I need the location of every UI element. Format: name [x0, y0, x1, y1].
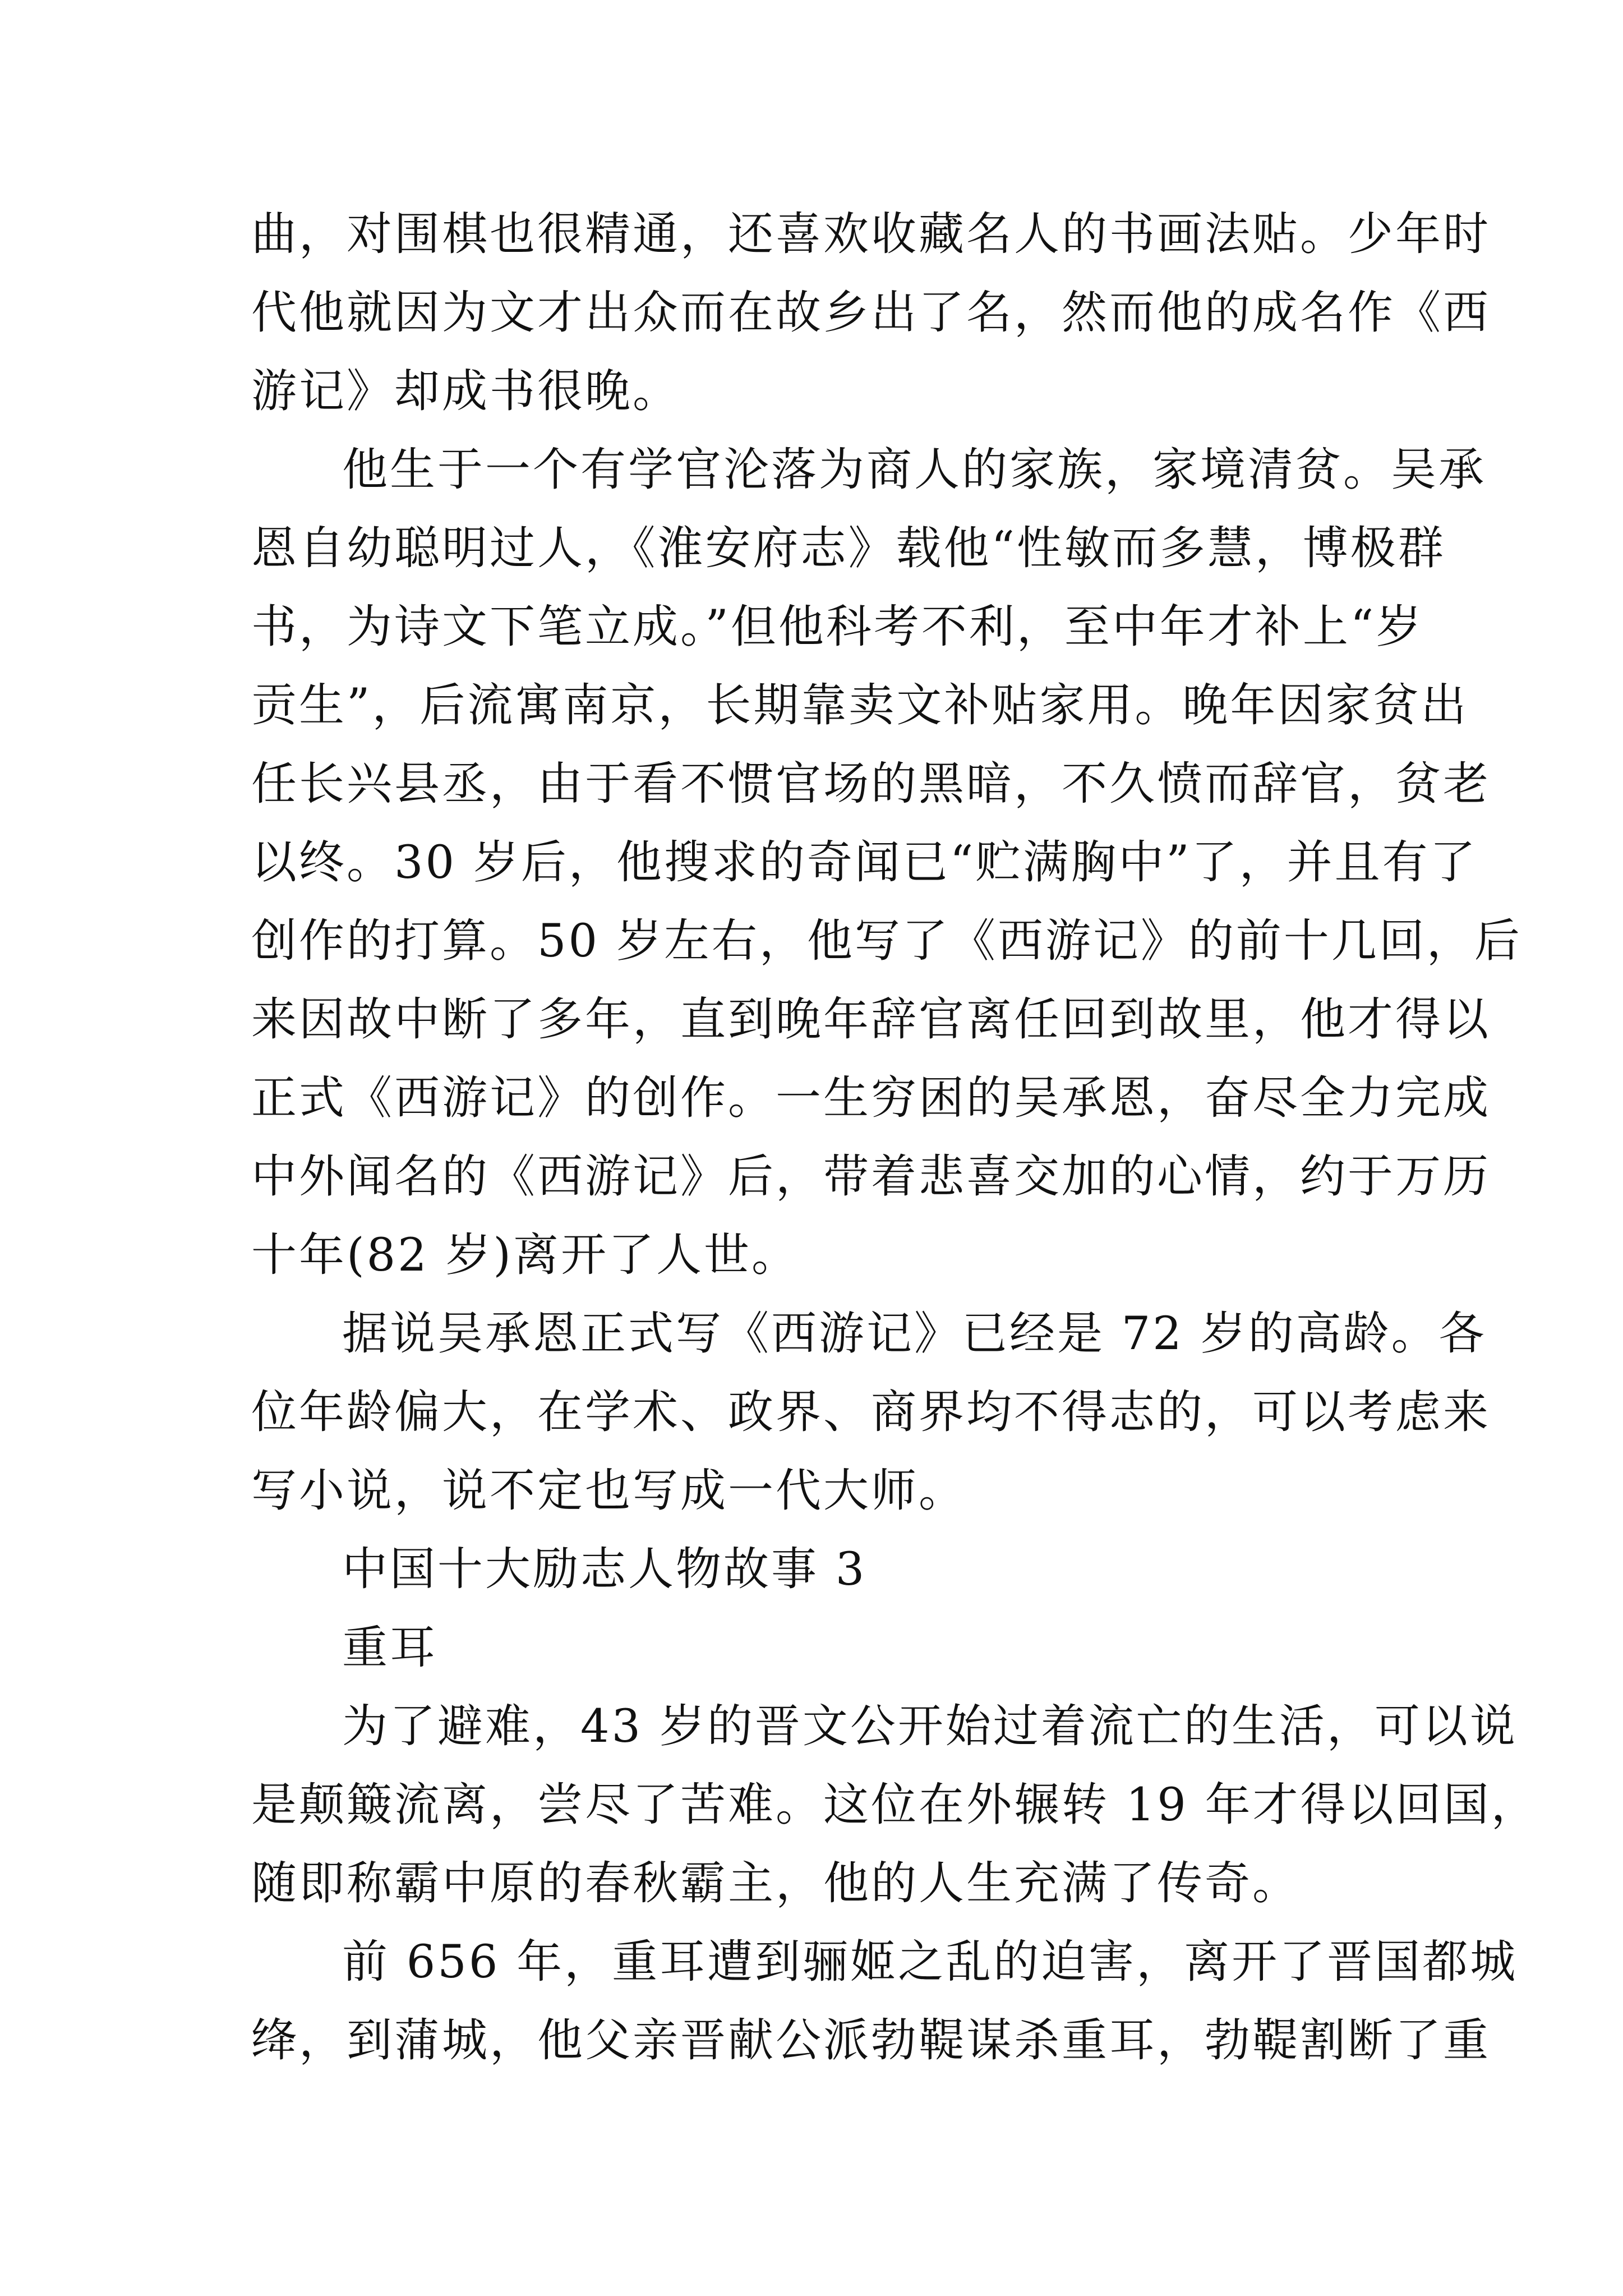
text-line: 代他就因为文才出众而在故乡出了名，然而他的成名作《西: [251, 287, 1491, 339]
text-line: 绛，到蒲城，他父亲晋献公派勃鞮谋杀重耳，勃鞮割断了重: [251, 2014, 1491, 2067]
text-line: 前 656 年，重耳遭到骊姬之乱的迫害，离开了晋国都城: [342, 1936, 1518, 1989]
text-line: 贡生”，后流寓南京，长期靠卖文补贴家用。晚年因家贫出: [251, 679, 1469, 732]
text-line: 正式《西游记》的创作。一生穷困的吴承恩，奋尽全力完成: [251, 1072, 1491, 1125]
text-line: 创作的打算。50 岁左右，他写了《西游记》的前十几回，后: [251, 915, 1522, 968]
text-line: 来因故中断了多年，直到晚年辞官离任回到故里，他才得以: [251, 993, 1491, 1046]
text-line: 以终。30 岁后，他搜求的奇闻已“贮满胸中”了，并且有了: [251, 836, 1478, 889]
text-line: 他生于一个有学官沦落为商人的家族，家境清贫。吴承: [342, 444, 1487, 496]
document-body: [251, 195, 1539, 2080]
text-line: 据说吴承恩正式写《西游记》已经是 72 岁的高龄。各: [342, 1308, 1487, 1360]
text-line: 随即称霸中原的春秋霸主，他的人生充满了传奇。: [251, 1857, 1301, 1910]
text-line: 十年(82 岁)离开了人世。: [251, 1229, 800, 1282]
text-line: 曲，对围棋也很精通，还喜欢收藏名人的书画法贴。少年时: [251, 208, 1491, 261]
text-line: 写小说，说不定也写成一代大师。: [251, 1465, 967, 1517]
text-line: 中国十大励志人物故事 3: [342, 1543, 867, 1596]
text-line: 中外闻名的《西游记》后，带着悲喜交加的心情，约于万历: [251, 1151, 1491, 1203]
text-line: 为了避难，43 岁的晋文公开始过着流亡的生活，可以说: [342, 1700, 1518, 1753]
text-line: 书，为诗文下笔立成。”但他科考不利，至中年才补上“岁: [251, 601, 1424, 654]
text-line: 恩自幼聪明过人，《淮安府志》载他“性敏而多慧，博极群: [251, 522, 1446, 575]
text-line: 任长兴县丞，由于看不惯官场的黑暗，不久愤而辞官，贫老: [251, 758, 1491, 811]
text-line: 游记》却成书很晚。: [251, 365, 681, 418]
text-line: 位年龄偏大，在学术、政界、商界均不得志的，可以考虑来: [251, 1386, 1491, 1439]
text-line: 重耳: [342, 1622, 438, 1674]
text-line: 是颠簸流离，尝尽了苦难。这位在外辗转 19 年才得以回国，: [251, 1779, 1539, 1832]
